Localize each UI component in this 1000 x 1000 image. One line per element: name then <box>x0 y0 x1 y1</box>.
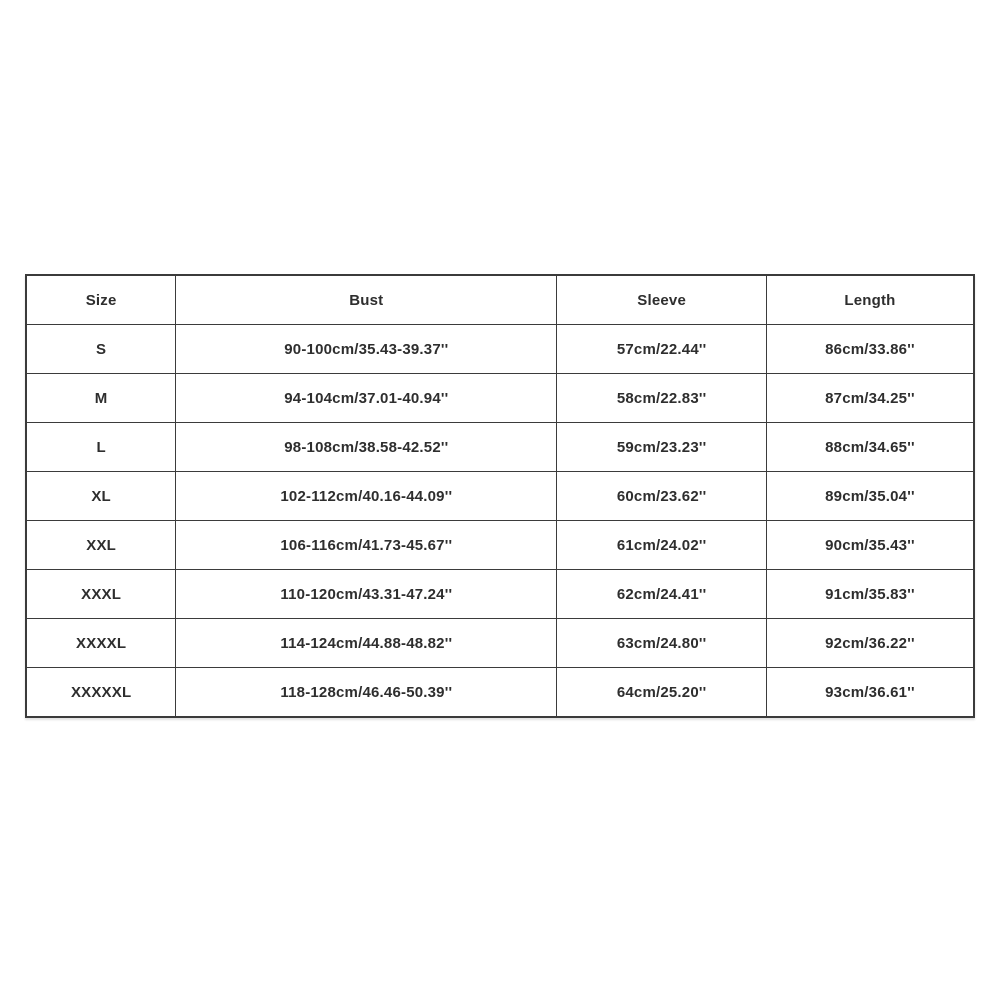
cell-length: 92cm/36.22'' <box>766 619 974 668</box>
cell-sleeve: 57cm/22.44'' <box>557 325 767 374</box>
size-chart <box>25 274 975 718</box>
table-row <box>26 570 974 619</box>
cell-size: XXXXL <box>26 619 176 668</box>
table-row <box>26 325 974 374</box>
column-header-size: Size <box>26 275 176 325</box>
cell-size: M <box>26 374 176 423</box>
cell-sleeve: 63cm/24.80'' <box>557 619 767 668</box>
cell-bust: 118-128cm/46.46-50.39'' <box>176 668 557 718</box>
table-row <box>26 423 974 472</box>
cell-sleeve: 60cm/23.62'' <box>557 472 767 521</box>
cell-length: 86cm/33.86'' <box>766 325 974 374</box>
cell-size: XL <box>26 472 176 521</box>
cell-bust: 90-100cm/35.43-39.37'' <box>176 325 557 374</box>
cell-size: XXXXXL <box>26 668 176 718</box>
table-row <box>26 472 974 521</box>
cell-bust: 110-120cm/43.31-47.24'' <box>176 570 557 619</box>
table-row <box>26 521 974 570</box>
cell-sleeve: 59cm/23.23'' <box>557 423 767 472</box>
column-header-bust: Bust <box>176 275 557 325</box>
cell-length: 88cm/34.65'' <box>766 423 974 472</box>
size-chart-table <box>25 274 975 718</box>
cell-sleeve: 61cm/24.02'' <box>557 521 767 570</box>
cell-length: 89cm/35.04'' <box>766 472 974 521</box>
table-row <box>26 668 974 718</box>
size-chart-header <box>26 275 974 325</box>
cell-size: XXL <box>26 521 176 570</box>
cell-sleeve: 62cm/24.41'' <box>557 570 767 619</box>
table-row <box>26 619 974 668</box>
cell-length: 91cm/35.83'' <box>766 570 974 619</box>
cell-bust: 114-124cm/44.88-48.82'' <box>176 619 557 668</box>
cell-bust: 106-116cm/41.73-45.67'' <box>176 521 557 570</box>
cell-sleeve: 58cm/22.83'' <box>557 374 767 423</box>
cell-bust: 102-112cm/40.16-44.09'' <box>176 472 557 521</box>
cell-bust: 98-108cm/38.58-42.52'' <box>176 423 557 472</box>
cell-length: 90cm/35.43'' <box>766 521 974 570</box>
cell-length: 87cm/34.25'' <box>766 374 974 423</box>
cell-sleeve: 64cm/25.20'' <box>557 668 767 718</box>
cell-size: S <box>26 325 176 374</box>
column-header-length: Length <box>766 275 974 325</box>
header-row <box>26 275 974 325</box>
table-row <box>26 374 974 423</box>
cell-size: L <box>26 423 176 472</box>
size-chart-body <box>26 325 974 718</box>
cell-size: XXXL <box>26 570 176 619</box>
cell-bust: 94-104cm/37.01-40.94'' <box>176 374 557 423</box>
column-header-sleeve: Sleeve <box>557 275 767 325</box>
cell-length: 93cm/36.61'' <box>766 668 974 718</box>
